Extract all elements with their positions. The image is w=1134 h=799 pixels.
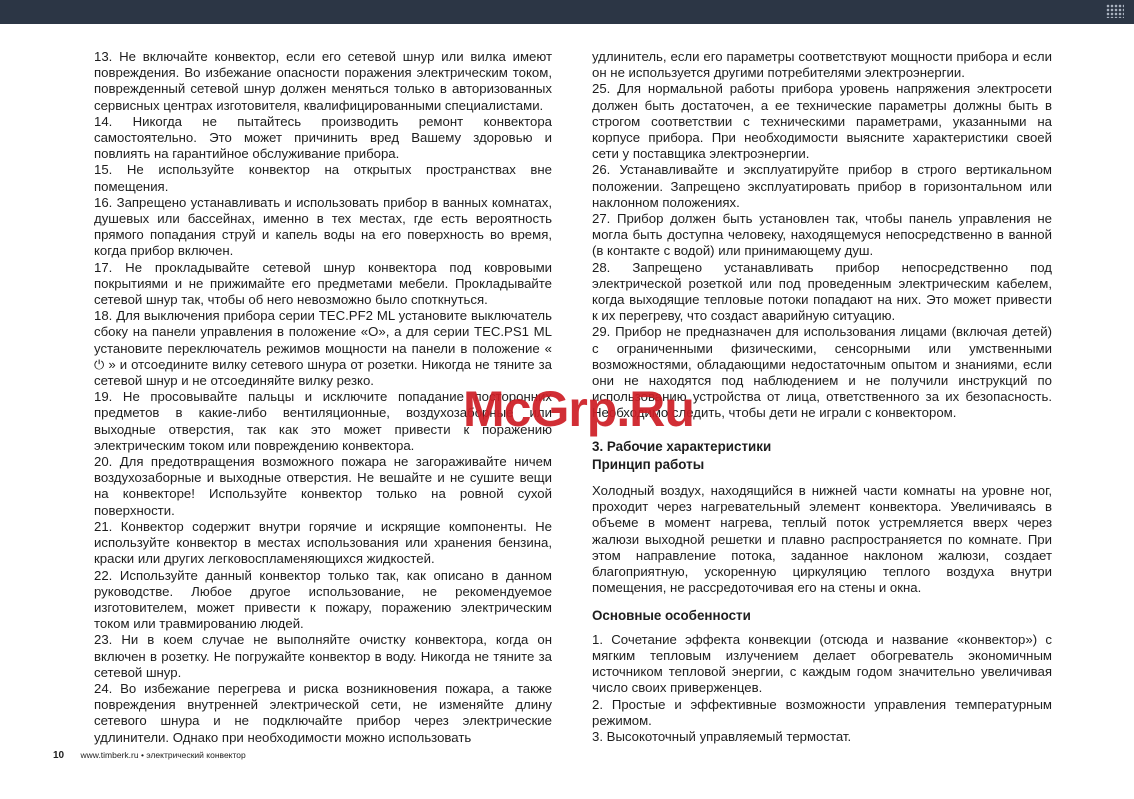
safety-item-16: 16. Запрещено устанавливать и использовать прибор в ванных комнатах, душевых или бассейнах, именно в тех местах, где есть вероятность прямого попадания струй и капель воды на его поверхность во время, когда прибор включен. (94, 194, 552, 259)
safety-item-18: 18. Для выключения прибора серии TEC.PF2 ML установите выключатель сбоку на панели управления в положение «O», а для серии TEC.PS1 ML установите переключатель режимов мощности на панели в положение « ⏻ » и отсоедините вилку сетевого шнура от розетки. Никогда не тяните за сетевой шнур и не отсоединяйте вилку резко. (94, 308, 552, 389)
page-number: 10 (53, 750, 65, 761)
safety-item-17: 17. Не прокладывайте сетевой шнур конвектора под ковровыми покрытиями и не прижимайте его предметами мебели. Прокладывайте сетевой шнур так, чтобы об него невозможно было споткнуться. (94, 259, 552, 308)
page-footer (53, 750, 246, 761)
safety-item-24-continued: удлинитель, если его параметры соответствуют мощности прибора и если он не используется другими потребителями электроэнергии. (592, 49, 1052, 81)
safety-item-14: 14. Никогда не пытайтесь производить ремонт конвектора самостоятельно. Это может причинить вред Вашему здоровью и повлиять на гарантийное обслуживание прибора. (94, 113, 552, 162)
safety-item-20: 20. Для предотвращения возможного пожара не загораживайте ничем воздухозаборные и выходные отверстия. Не вешайте и не сушите вещи на конвекторе! Используйте конвектор только на ровной сухой поверхности. (94, 454, 552, 518)
safety-item-25: 25. Для нормальной работы прибора уровень напряжения электросети должен быть достаточен, а ее технические параметры должны быть в строгом соответствии с техническими параметрами, указанными на корпусе прибора. При необходимости выясните характеристики своей сети у поставщика электроэнергии. (592, 81, 1052, 162)
safety-item-28: 28. Запрещено устанавливать прибор непосредственно под электрической розеткой или под проведенным электрическим кабелем, когда выходящие тепловые потоки попадают на них. Это может привести к их перегреву, что создаст аварийную ситуацию. (592, 259, 1052, 324)
feature-item-1: 1. Сочетание эффекта конвекции (отсюда и название «конвектор») с мягким тепловым излучением делает обогреватель экономичным источником тепловой энергии, с каждым годом значительно увеличивая число своих приверженцев. (592, 631, 1052, 696)
top-header-band (0, 0, 1134, 24)
principle-text: Холодный воздух, находящийся в нижней части комнаты на уровне ног, проходит через нагревательный элемент конвектора. Увеличиваясь в объеме в момент нагрева, теплый поток устремляется вверх через жалюзи выходной решетки и плавно распространяется по комнате. При этом направление потока, заданное наклоном жалюзи, создает благоприятную, ускоренную циркуляцию теплого воздуха внутри помещения, не рассредоточивая его на стены и окна. (592, 483, 1052, 596)
section-title: 3. Рабочие характеристики (592, 438, 772, 454)
feature-item-2: 2. Простые и эффективные возможности управления температурным режимом. (592, 696, 1052, 728)
feature-item-3: 3. Высокоточный управляемый термостат. (592, 728, 852, 744)
safety-item-19: 19. Не просовывайте пальцы и исключите попадание посторонних предметов в какие-либо вентиляционные, воздухозаборные или выходные отверстия, так как это может привести к поражению электрическим током или повреждению конвектора. (94, 389, 552, 453)
footer-text: www.timberk.ru • электрический конвектор (80, 750, 246, 760)
safety-item-29: 29. Прибор не предназначен для использования лицами (включая детей) с ограниченными физическими, сенсорными или умственными возможностями, обладающими недостаточным опытом и знаниями, если они не находятся под наблюдением и не получили инструкций по использованию устройства от лица, ответственного за их безопасность. Необходимо следить, чтобы дети не играли с конвектором. (592, 324, 1052, 421)
safety-item-26: 26. Устанавливайте и эксплуатируйте прибор в строго вертикальном положении. Запрещено эксплуатировать прибор в горизонтальном или наклонном положениях. (592, 162, 1052, 210)
principle-title: Принцип работы (592, 456, 705, 472)
corner-dot-pattern (1106, 4, 1124, 18)
safety-item-21: 21. Конвектор содержит внутри горячие и искрящие компоненты. Не используйте конвектор в местах использования или хранения бензина, краски или других легковоспламеняющихся жидкостей. (94, 518, 552, 567)
safety-item-15: 15. Не используйте конвектор на открытых пространствах вне помещения. (94, 162, 552, 194)
features-title: Основные особенности (592, 607, 751, 623)
safety-item-13: 13. Не включайте конвектор, если его сетевой шнур или вилка имеют повреждения. Во избежание опасности поражения электрическим током, поврежденный сетевой шнур должен меняться только в авторизованных сервисных центрах изготовителя, квалифицированными специалистами. (94, 49, 552, 113)
safety-item-27: 27. Прибор должен быть установлен так, чтобы панель управления не могла быть доступна человеку, находящемуся непосредственно в ванной (в контакте с водой) или принимающему душ. (592, 211, 1052, 259)
safety-item-23: 23. Ни в коем случае не выполняйте очистку конвектора, когда он включен в розетку. Не погружайте конвектор в воду. Никогда не тяните за сетевой шнур. (94, 632, 552, 680)
safety-item-24: 24. Во избежание перегрева и риска возникновения пожара, а также повреждения внутренней электрической сети, не изменяйте длину сетевого шнура и не подключайте прибор через электрические удлинители. Однако при необходимости можно использовать (94, 680, 552, 745)
watermark: McGrp.Ru (463, 381, 694, 437)
safety-item-22: 22. Используйте данный конвектор только так, как описано в данном руководстве. Любое другое использование, не рекомендуемое изготовителем, может привести к пожару, поражению электрическим током или травмированию людей. (94, 567, 552, 632)
